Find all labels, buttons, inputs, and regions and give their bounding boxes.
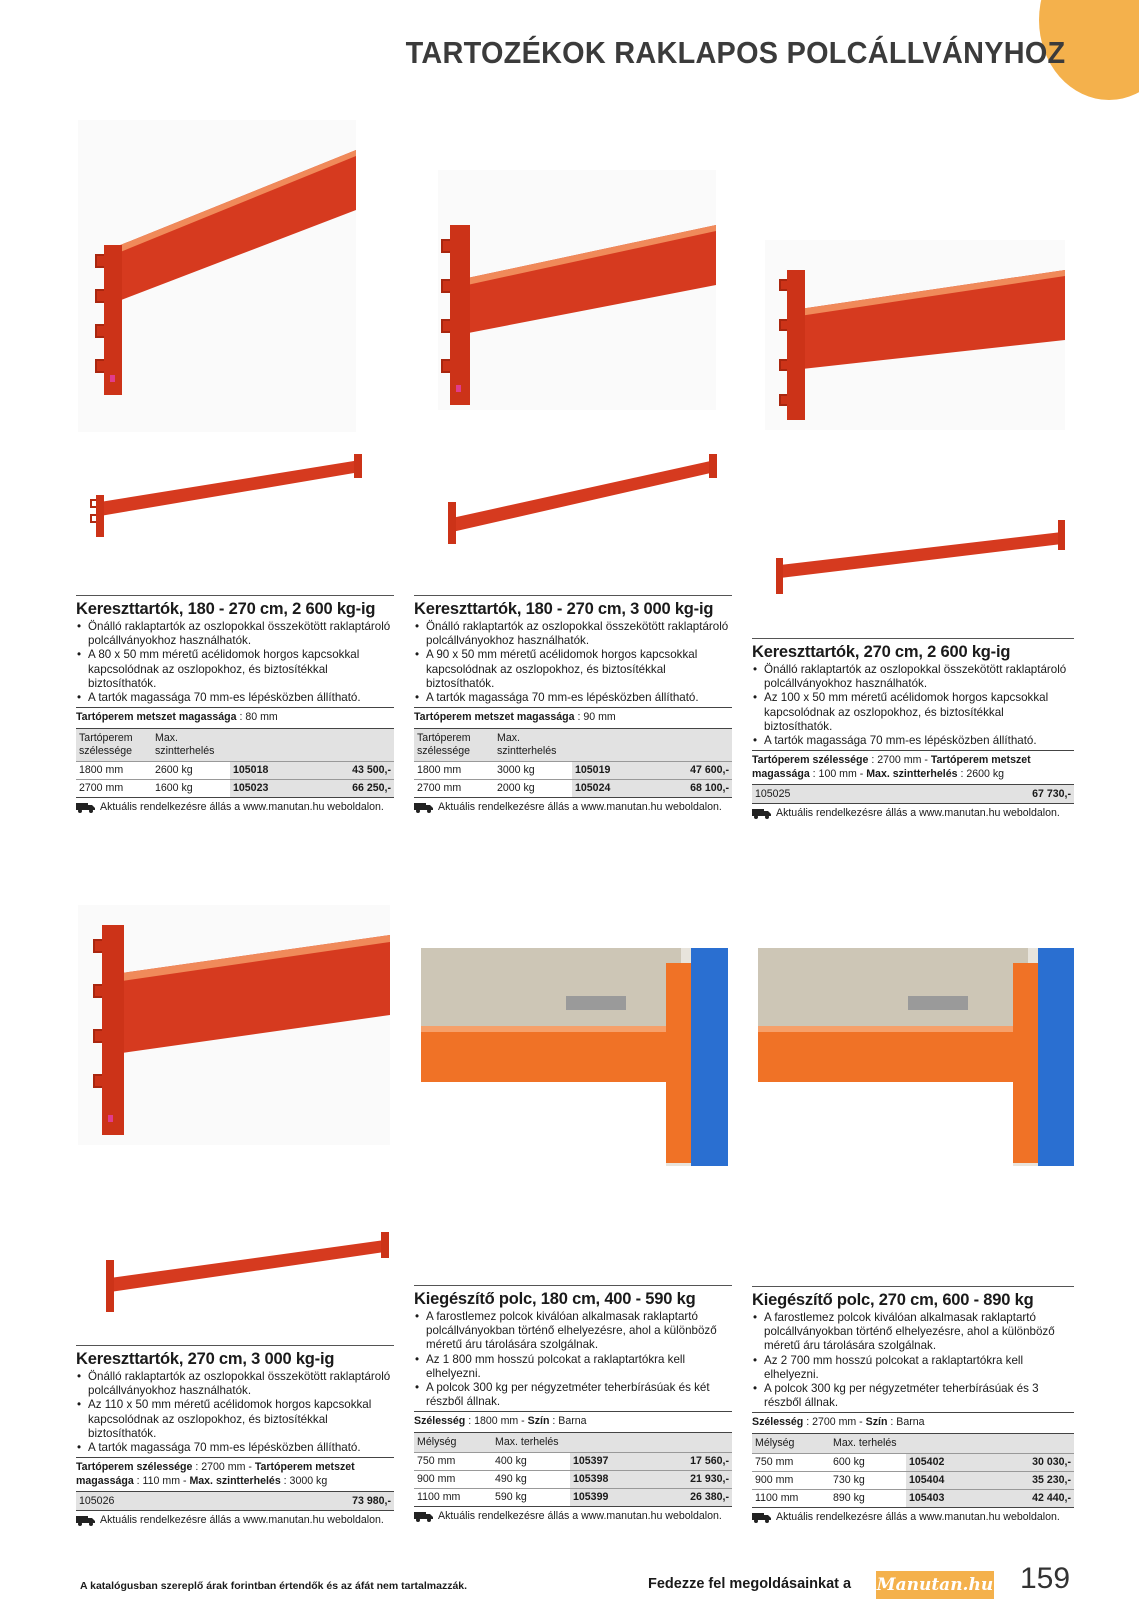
feature-item: • A polcok 300 kg per négyzetméter teherbírásúak és 3 részből állnak. [752,1382,1074,1410]
feature-list [76,1370,394,1455]
truck-icon [76,1515,96,1526]
table-row: 750 mm 600 kg 105402 30 030,- [752,1453,1074,1471]
product-block-2 [414,595,732,814]
product-photo-beam-closeup-4 [78,905,390,1145]
article-number: 105024 [572,779,650,797]
col-header-load: Max. szintterhelés [152,728,230,761]
article-number: 105403 [906,1489,990,1507]
feature-list [414,620,732,705]
truck-icon [752,808,772,819]
manutan-logo[interactable]: Manutan.hu [876,1571,994,1599]
spec-line: Szélesség : 1800 mm - Szín : Barna [414,1411,732,1432]
spec-line: Tartóperem metszet magassága : 90 mm [414,707,732,728]
price-row [752,784,1074,804]
table-row: 2700 mm 2000 kg 105024 68 100,- [414,779,732,797]
price: 47 600,- [650,761,732,779]
article-number: 105402 [906,1453,990,1471]
feature-item: • A 80 x 50 mm méretű acélidomok horgos kapcsokkal kapcsolódnak az oszlopokhoz, és biztosítékkal biztosíthatók. [76,648,394,691]
feature-item: • A farostlemez polcok kiválóan alkalmasak raklaptartó polcállványokban történő elhelyezésre, ahol a különböző méretű áru tárolására szolgálnak. [414,1310,732,1353]
price-row [76,1491,394,1511]
article-number: 105026 [79,1495,115,1508]
feature-item: • Az 110 x 50 mm méretű acélidomok horgos kapcsokkal kapcsolódnak az oszlopokhoz, és biztosítékkal biztosíthatók. [76,1398,394,1441]
article-number: 105018 [230,761,312,779]
product-title: Kereszttartók, 180 - 270 cm, 2 600 kg-ig [76,600,376,618]
product-photo-beam-full-4 [100,1220,400,1320]
truck-icon [414,1511,434,1522]
table-row: 1800 mm 2600 kg 105018 43 500,- [76,761,394,779]
spec-line: Tartóperem szélessége : 2700 mm - Tartóperem metszet magassága : 110 mm - Max. szintterhelés : 3000 kg [76,1457,394,1491]
availability-note: Aktuális rendelkezésre állás a www.manutan.hu weboldalon. [76,1514,394,1527]
article-number: 105025 [755,788,791,801]
col-header-load: Max. szintterhelés [494,728,572,761]
product-title: Kereszttartók, 270 cm, 2 600 kg-ig [752,643,1011,661]
article-number: 105398 [570,1470,650,1488]
price: 30 030,- [990,1453,1074,1471]
price-table [414,728,732,798]
col-header-load: Max. terhelés [492,1432,570,1452]
price-disclaimer: A katalógusban szereplő árak forintban értendők és az áfát nem tartalmazzák. [80,1580,468,1592]
col-header-size: Tartóperem szélessége [76,728,152,761]
article-number: 105019 [572,761,650,779]
table-row: 900 mm 490 kg 105398 21 930,- [414,1470,732,1488]
feature-item: • A 90 x 50 mm méretű acélidomok horgos kapcsokkal kapcsolódnak az oszlopokhoz, és biztosítékkal biztosíthatók. [414,648,732,691]
product-photo-beam-closeup-2 [438,170,716,410]
truck-icon [76,802,96,813]
table-row: 750 mm 400 kg 105397 17 560,- [414,1452,732,1470]
price: 26 380,- [650,1488,732,1506]
product-photo-shelf-270 [758,948,1074,1166]
feature-item: • A tartók magassága 70 mm-es lépésközben állítható. [76,691,394,705]
product-photo-beam-closeup-1 [78,120,356,432]
product-photo-beam-full-2 [430,440,730,565]
price-table [752,1433,1074,1508]
table-row: 900 mm 730 kg 105404 35 230,- [752,1471,1074,1489]
article-number: 105399 [570,1488,650,1506]
article-number: 105397 [570,1452,650,1470]
product-title: Kereszttartók, 270 cm, 3 000 kg-ig [76,1350,335,1368]
product-block-1 [76,595,394,814]
price: 35 230,- [990,1471,1074,1489]
feature-list [414,1310,732,1409]
feature-list [76,620,394,705]
col-header-depth: Mélység [752,1433,830,1453]
truck-icon [752,1512,772,1523]
product-block-6 [752,1286,1074,1524]
article-number: 105404 [906,1471,990,1489]
availability-note: Aktuális rendelkezésre állás a www.manutan.hu weboldalon. [414,1510,732,1523]
product-photo-shelf-180 [421,948,728,1166]
price: 21 930,- [650,1470,732,1488]
product-title: Kiegészítő polc, 180 cm, 400 - 590 kg [414,1290,696,1308]
product-title: Kiegészítő polc, 270 cm, 600 - 890 kg [752,1291,1034,1309]
price: 67 730,- [1032,788,1071,801]
product-block-5 [414,1285,732,1523]
table-row: 1800 mm 3000 kg 105019 47 600,- [414,761,732,779]
feature-item: • A tartók magassága 70 mm-es lépésközben állítható. [414,691,732,705]
price-table [414,1432,732,1507]
product-block-4 [76,1345,394,1527]
price: 17 560,- [650,1452,732,1470]
price: 68 100,- [650,779,732,797]
product-photo-beam-full-3 [770,510,1070,600]
spec-line: Tartóperem szélessége : 2700 mm - Tartóperem metszet magassága : 100 mm - Max. szintterhelés : 2600 kg [752,750,1074,784]
table-row: 1100 mm 890 kg 105403 42 440,- [752,1489,1074,1507]
feature-item: • Önálló raklaptartók az oszlopokkal összekötött raklaptároló polcállványokhoz használhatók. [752,663,1074,691]
availability-note: Aktuális rendelkezésre állás a www.manutan.hu weboldalon. [76,801,394,814]
price: 42 440,- [990,1489,1074,1507]
feature-item: • Önálló raklaptartók az oszlopokkal összekötött raklaptároló polcállványokhoz használhatók. [76,1370,394,1398]
feature-item: • A tartók magassága 70 mm-es lépésközben állítható. [76,1441,394,1455]
availability-note: Aktuális rendelkezésre állás a www.manutan.hu weboldalon. [414,801,732,814]
col-header-size: Tartóperem szélessége [414,728,494,761]
footer-cta: Fedezze fel megoldásainkat a [648,1576,852,1592]
product-block-3 [752,638,1074,820]
price: 43 500,- [312,761,394,779]
col-header-load: Max. terhelés [830,1433,906,1453]
col-header-depth: Mélység [414,1432,492,1452]
table-row: 1100 mm 590 kg 105399 26 380,- [414,1488,732,1506]
feature-item: • Önálló raklaptartók az oszlopokkal összekötött raklaptároló polcállványokhoz használhatók. [76,620,394,648]
availability-note: Aktuális rendelkezésre állás a www.manutan.hu weboldalon. [752,807,1074,820]
spec-line: Szélesség : 2700 mm - Szín : Barna [752,1412,1074,1433]
product-photo-beam-full-1 [78,440,378,565]
feature-item: • Az 100 x 50 mm méretű acélidomok horgos kapcsokkal kapcsolódnak az oszlopokhoz, és biztosítékkal biztosíthatók. [752,691,1074,734]
feature-list [752,663,1074,748]
product-title: Kereszttartók, 180 - 270 cm, 3 000 kg-ig [414,600,714,618]
availability-note: Aktuális rendelkezésre állás a www.manutan.hu weboldalon. [752,1511,1074,1524]
feature-item: • Az 1 800 mm hosszú polcokat a raklaptartókra kell elhelyezni. [414,1353,732,1381]
feature-item: • A farostlemez polcok kiválóan alkalmasak raklaptartó polcállványokban történő elhelyezésre, ahol a különböző méretű áru tárolására szolgálnak. [752,1311,1074,1354]
product-photo-beam-closeup-3 [765,240,1065,430]
feature-list [752,1311,1074,1410]
spec-line: Tartóperem metszet magassága : 80 mm [76,707,394,728]
feature-item: • A tartók magassága 70 mm-es lépésközben állítható. [752,734,1074,748]
feature-item: • A polcok 300 kg per négyzetméter teherbírásúak és két részből állnak. [414,1381,732,1409]
page-title: TARTOZÉKOK RAKLAPOS POLCÁLLVÁNYHOZ [405,35,1065,70]
feature-item: • Önálló raklaptartók az oszlopokkal összekötött raklaptároló polcállványokhoz használhatók. [414,620,732,648]
price: 73 980,- [352,1495,391,1508]
price: 66 250,- [312,779,394,797]
feature-item: • Az 2 700 mm hosszú polcokat a raklaptartókra kell elhelyezni. [752,1354,1074,1382]
truck-icon [414,802,434,813]
article-number: 105023 [230,779,312,797]
price-table [76,728,394,798]
table-row: 2700 mm 1600 kg 105023 66 250,- [76,779,394,797]
page-number: 159 [1020,1562,1071,1595]
